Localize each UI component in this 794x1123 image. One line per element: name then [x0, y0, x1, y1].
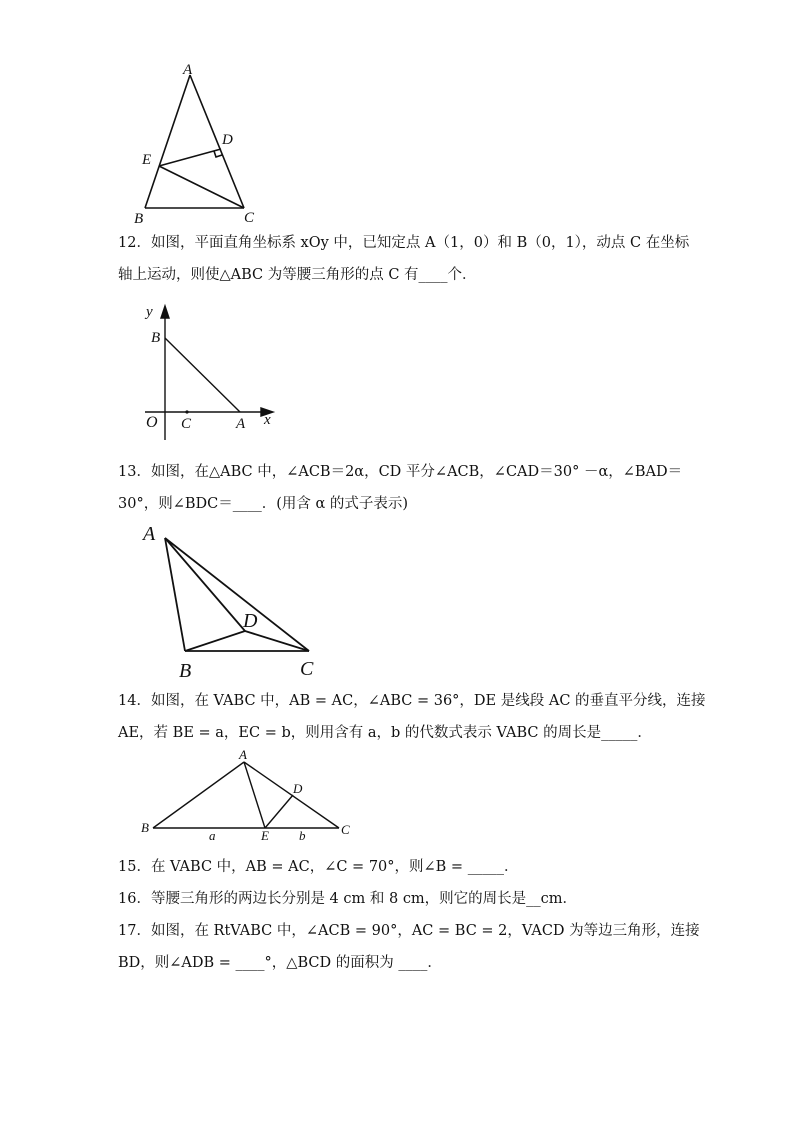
q14-line1: 14．如图，在 VABC 中，AB = AC，∠ABC = 36°，DE 是线段 AC 的垂直平分线，连接 [118, 693, 706, 709]
q17-line2: BD，则∠ADB = ____°，△BCD 的面积为 ____． [118, 955, 442, 971]
label-B: B [179, 660, 192, 682]
label-C: C [300, 658, 314, 680]
q15-line1: 15．在 VABC 中，AB = AC，∠C = 70°，则∠B = _____． [118, 859, 519, 875]
q12-line2: 轴上运动，则使△ABC 为等腰三角形的点 C 有____个． [118, 267, 477, 283]
label-B: B [151, 330, 161, 346]
q16-line1: 16．等腰三角形的两边长分别是 4 cm 和 8 cm，则它的周长是__cm． [118, 891, 578, 907]
figure-q14 [135, 748, 365, 843]
label-D: D [243, 610, 258, 632]
label-y: y [146, 304, 153, 320]
label-D: D [293, 781, 303, 796]
label-B: B [141, 820, 149, 835]
label-C: C [244, 210, 255, 226]
label-C: C [341, 822, 350, 837]
figure-q11 [130, 60, 270, 230]
label-O: O [146, 414, 158, 431]
q14-line2: AE，若 BE = a，EC = b，则用含有 a，b 的代数式表示 VABC 的周长是_____． [118, 725, 652, 741]
label-x: x [264, 412, 271, 428]
q13-line2: 30°，则∠BDC＝____．(用含 α 的式子表示) [118, 496, 409, 512]
q12-line1: 12．如图，平面直角坐标系 xOy 中，已知定点 A（1，0）和 B（0，1），动点 C 在坐标 [118, 235, 690, 251]
figure-q12 [140, 298, 290, 448]
label-B: B [134, 211, 144, 227]
label-A: A [183, 62, 193, 78]
q17-line1: 17．如图，在 RtVABC 中，∠ACB = 90°，AC = BC = 2，VACD 为等边三角形，连接 [118, 923, 700, 939]
label-D: D [222, 132, 233, 148]
label-A: A [239, 748, 247, 762]
q13-line1: 13．如图，在△ABC 中，∠ACB＝2α，CD 平分∠ACB，∠CAD＝30° －α，∠BAD＝ [118, 464, 683, 480]
label-a: a [209, 828, 216, 843]
figure-q13 [135, 520, 325, 685]
label-A: A [143, 523, 156, 545]
label-E: E [142, 152, 152, 168]
label-E: E [261, 828, 269, 843]
label-C: C [181, 416, 192, 432]
label-b: b [299, 828, 306, 843]
label-A: A [236, 416, 246, 432]
